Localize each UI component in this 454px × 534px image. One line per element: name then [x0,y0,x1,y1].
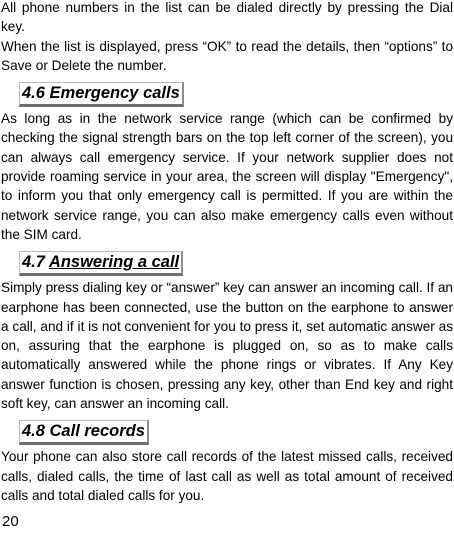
section-number-answering: 4.7 [22,253,45,272]
page-number: 20 [2,513,19,530]
section-heading-call-records: 4.8 Call records [19,420,149,445]
section-title-answering: Answering a call [48,253,180,272]
section-emergency-heading-wrap [1,82,453,107]
section-answering-heading-wrap [1,251,453,276]
section-heading-emergency-calls: 4.6 Emergency calls [19,82,184,107]
paragraph-answering-a-call: Simply press dialing key or “answer” key can answer an incoming call. If an earphone has been connected, use the button on the earphone to answer a call, and if it is not convenient for you to press it, set automatic answer as on, assuring that the earphone is plugged on, so as to make calls automatically answered while the phone rings or vibrates. If Any Key answer function is chosen, pressing any key, other than End key and right soft key, can answer an incoming call. [1,280,453,412]
paragraph-call-records: Your phone can also store call records of the latest missed calls, received calls, dialed calls, the time of last call as well as total amount of received calls and total dialed calls for you. [1,449,453,503]
paragraph-emergency-calls: As long as in the network service range (which can be confirmed by checking the signal strength bars on the top left corner of the screen), you can always call emergency service. If your network supplier does not provide roaming service in your area, the screen will display "Emergency", to inform you that only emergency call is permitted. If you are within the network service range, you can also make emergency calls even without the SIM card. [1,111,453,242]
paragraph-list-options: When the list is displayed, press “OK” to read the details, then “options” to Save or Delete the number. [1,38,453,73]
section-heading-answering-a-call [19,251,183,276]
paragraph-dial-directly: All phone numbers in the list can be dialed directly by pressing the Dial key. [1,0,453,35]
section-records-heading-wrap [1,420,453,445]
